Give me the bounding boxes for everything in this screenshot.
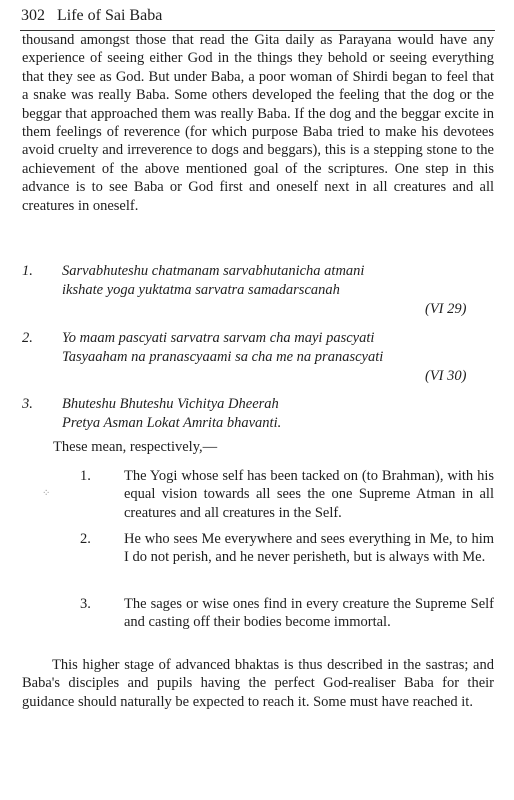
body-paragraph: thousand amongst those that read the Gita daily as Parayana would have any experience of seeing either God in the things they behold or seeing everything that they see as God. But under Baba, a poor woman of Shirdi began to feel that a snake was really Baba. Some others developed the feeling that the dog or the beggar that approached them was really Baba. If the dog and the beggar excite in them feelings of reverence (for which purpose Baba tried to make his devotees avoid cruelty and irreverence to dogs and beggars), this is a stepping stone to the achievement of the above mentioned goal of the scriptures. One step in this advance is to see Baba or God first and oneself next in all creatures and all creatures in oneself.: [22, 32, 494, 214]
verse-line: Tasyaaham na pranascyaami sa cha me na pranascyati: [62, 349, 384, 365]
stray-mark: ⁘: [42, 488, 51, 499]
page-number: 302: [21, 7, 45, 24]
verse-line: Pretya Asman Lokat Amrita bhavanti.: [62, 415, 282, 431]
verse-number: 1.: [22, 263, 33, 279]
running-head: [21, 6, 162, 26]
verse-reference: (VI 29): [425, 301, 467, 317]
verse-line: Sarvabhuteshu chatmanam sarvabhutanicha atmani: [62, 263, 365, 279]
meaning-number: 1.: [80, 468, 91, 484]
book-title: Life of Sai Baba: [57, 7, 163, 24]
meaning-number: 3.: [80, 596, 91, 612]
closing-paragraph: This higher stage of advanced bhaktas is thus described in the sastras; and Baba's disciples and pupils having the perfect God-realiser Baba for their guidance should naturally be expected to reach it. Some must have reached it.: [22, 657, 494, 710]
meaning-number: 2.: [80, 531, 91, 547]
verse-reference: (VI 30): [425, 368, 467, 384]
verse-number: 2.: [22, 330, 33, 346]
verse-line: ikshate yoga yuktatma sarvatra samadarscanah: [62, 282, 340, 298]
meaning-text: The sages or wise ones find in every creature the Supreme Self and casting off their bodies become immortal.: [124, 596, 494, 631]
meanings-intro: These mean, respectively,—: [53, 439, 218, 455]
verse-number: 3.: [22, 396, 33, 412]
verse-line: Bhuteshu Bhuteshu Vichitya Dheerah: [62, 396, 279, 412]
meaning-text: He who sees Me everywhere and sees everything in Me, to him I do not perish, and he never perisheth, but is always with Me.: [124, 531, 494, 566]
meaning-text: The Yogi whose self has been tacked on (to Brahman), with his equal vision towards all sees the one Supreme Atman in all creatures and all creatures in the Self.: [124, 468, 494, 521]
verse-line: Yo maam pascyati sarvatra sarvam cha mayi pascyati: [62, 330, 375, 346]
